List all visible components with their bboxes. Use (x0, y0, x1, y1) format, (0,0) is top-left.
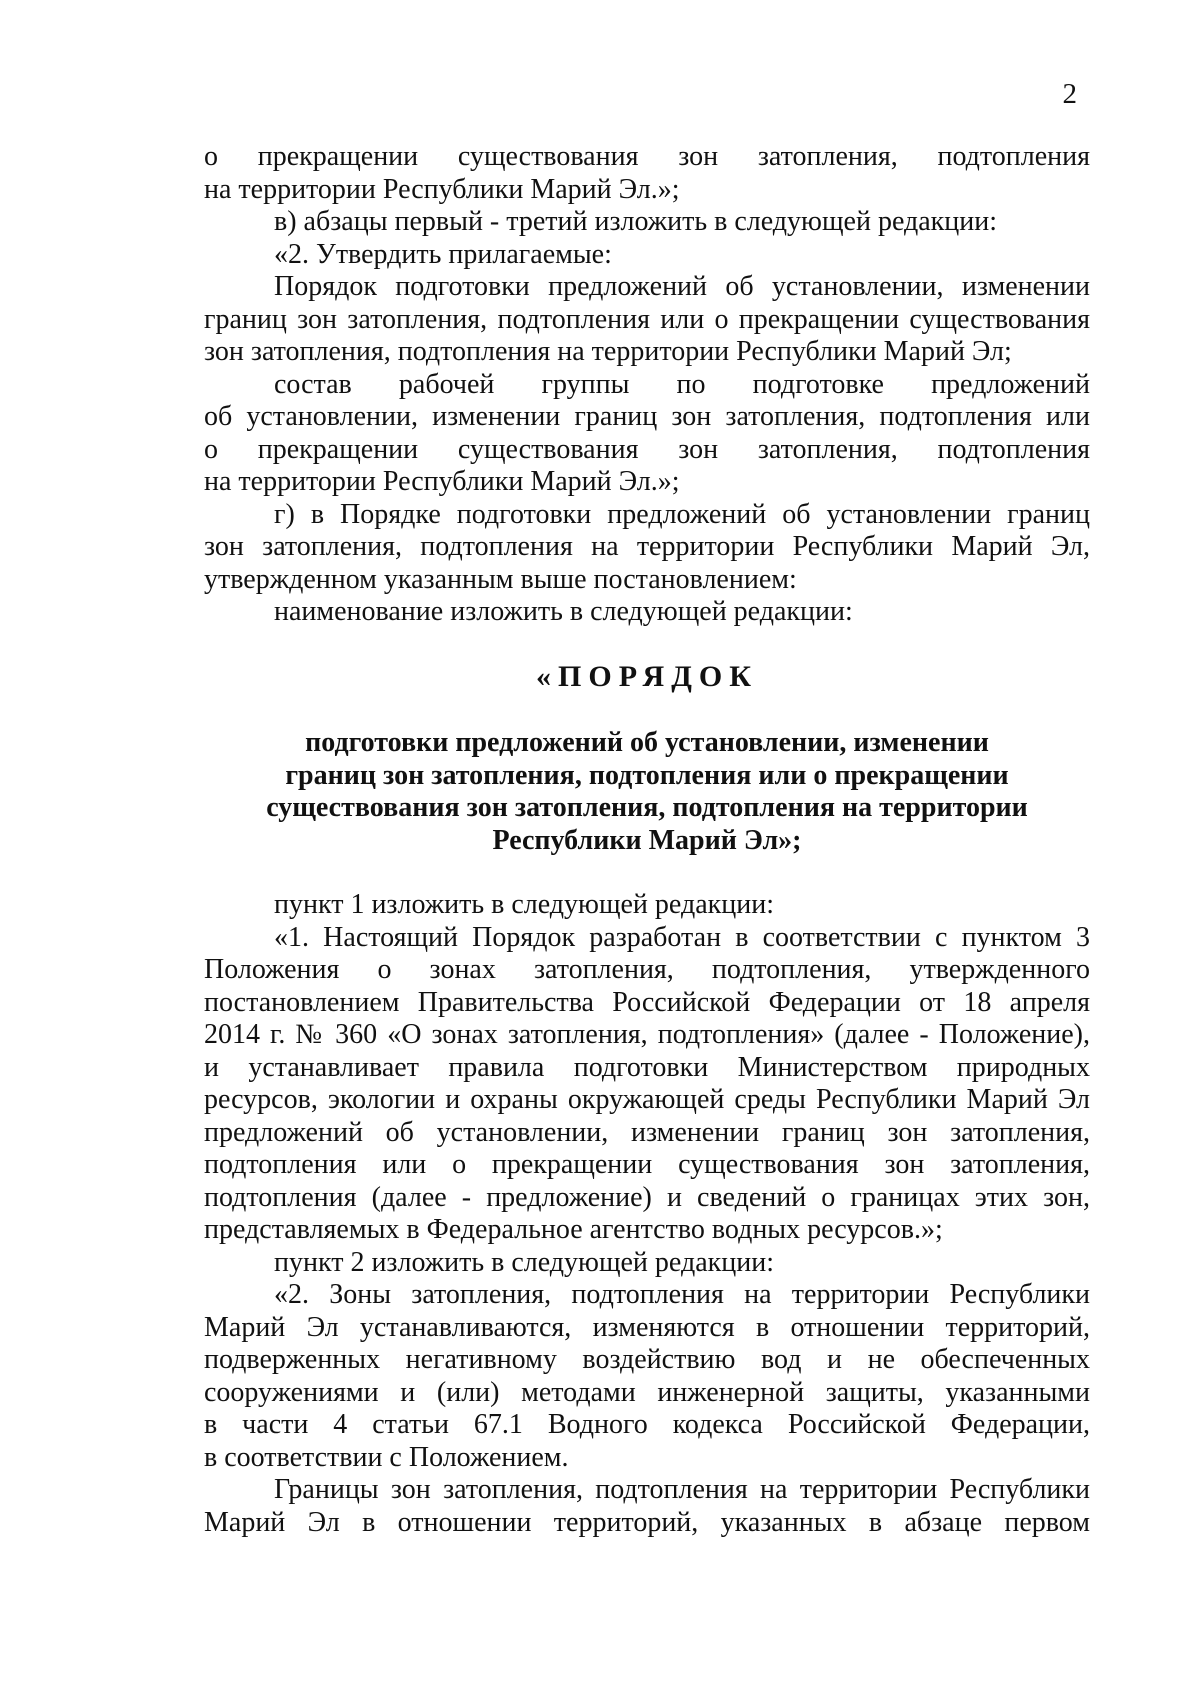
subtitle-line: существования зон затопления, подтопления на территории (266, 792, 1028, 823)
text-line: наименование изложить в следующей редакции: (274, 596, 853, 627)
text-line: подтопления (далее - предложение) и сведений о границах этих зон, (204, 1181, 1090, 1213)
subtitle-line: подготовки предложений об установлении, изменении (305, 727, 989, 758)
text-line: утвержденном указанным выше постановлением: (204, 563, 797, 595)
text-line: зон затопления, подтопления на территории Республики Марий Эл; (204, 336, 1012, 367)
text-line: в) абзацы первый - третий изложить в следующей редакции: (274, 206, 998, 237)
text-line: представляемых в Федеральное агентство водных ресурсов.»; (204, 1214, 943, 1245)
text-line: состав рабочей группы по подготовке предложений (274, 368, 1090, 400)
text-line: в соответствии с Положением. (204, 1441, 569, 1473)
text-line: на территории Республики Марий Эл.»; (204, 466, 680, 497)
text-line: ресурсов, экологии и охраны окружающей среды Республики Марий Эл (204, 1084, 1090, 1115)
text-line: границ зон затопления, подтопления или о прекращении существования (204, 303, 1090, 335)
text-line: и устанавливает правила подготовки Министерством природных (204, 1051, 1090, 1083)
text-line: предложений об установлении, изменении границ зон затопления, (204, 1116, 1090, 1148)
text-line: 2014 г. № 360 «О зонах затопления, подтопления» (далее - Положение), (204, 1019, 1090, 1050)
text-line: «2. Утвердить прилагаемые: (274, 238, 612, 270)
text-line: «2. Зоны затопления, подтопления на территории Республики (274, 1279, 1090, 1310)
text-line: подверженных негативному воздействию вод и не обеспеченных (204, 1344, 1090, 1375)
section-title: «ПОРЯДОК (536, 659, 758, 693)
text-line: зон затопления, подтопления на территории Республики Марий Эл, (204, 531, 1090, 562)
text-line: в части 4 статьи 67.1 Водного кодекса Российской Федерации, (204, 1409, 1090, 1440)
text-line: подтопления или о прекращении существования зон затопления, (204, 1149, 1090, 1180)
text-line: пункт 2 изложить в следующей редакции: (274, 1246, 774, 1278)
text-line: Марий Эл устанавливаются, изменяются в отношении территорий, (204, 1311, 1090, 1343)
text-line: «1. Настоящий Порядок разработан в соответствии с пунктом 3 (274, 921, 1090, 953)
text-line: пункт 1 изложить в следующей редакции: (274, 889, 774, 920)
page-number: 2 (1062, 78, 1077, 110)
subtitle-line: границ зон затопления, подтопления или о прекращении (285, 759, 1009, 791)
document-body (204, 141, 1090, 1539)
text-line: Порядок подготовки предложений об установлении, изменении (274, 271, 1090, 302)
text-line: г) в Порядке подготовки предложений об установлении границ (274, 498, 1090, 530)
section-subtitle (204, 727, 1090, 857)
text-line: о прекращении существования зон затопления, подтопления (204, 141, 1090, 172)
text-line: на территории Республики Марий Эл.»; (204, 173, 680, 205)
subtitle-line: Республики Марий Эл»; (492, 824, 802, 856)
text-line: Марий Эл в отношении территорий, указанных в абзаце первом (204, 1506, 1090, 1538)
text-line: о прекращении существования зон затопления, подтопления (204, 433, 1090, 465)
text-line: постановлением Правительства Российской Федерации от 18 апреля (204, 986, 1090, 1018)
text-line: об установлении, изменении границ зон затопления, подтопления или (204, 401, 1090, 432)
text-line: сооружениями и (или) методами инженерной защиты, указанными (204, 1376, 1090, 1408)
text-line: Положения о зонах затопления, подтопления, утвержденного (204, 954, 1090, 985)
text-line: Границы зон затопления, подтопления на территории Республики (274, 1474, 1090, 1505)
